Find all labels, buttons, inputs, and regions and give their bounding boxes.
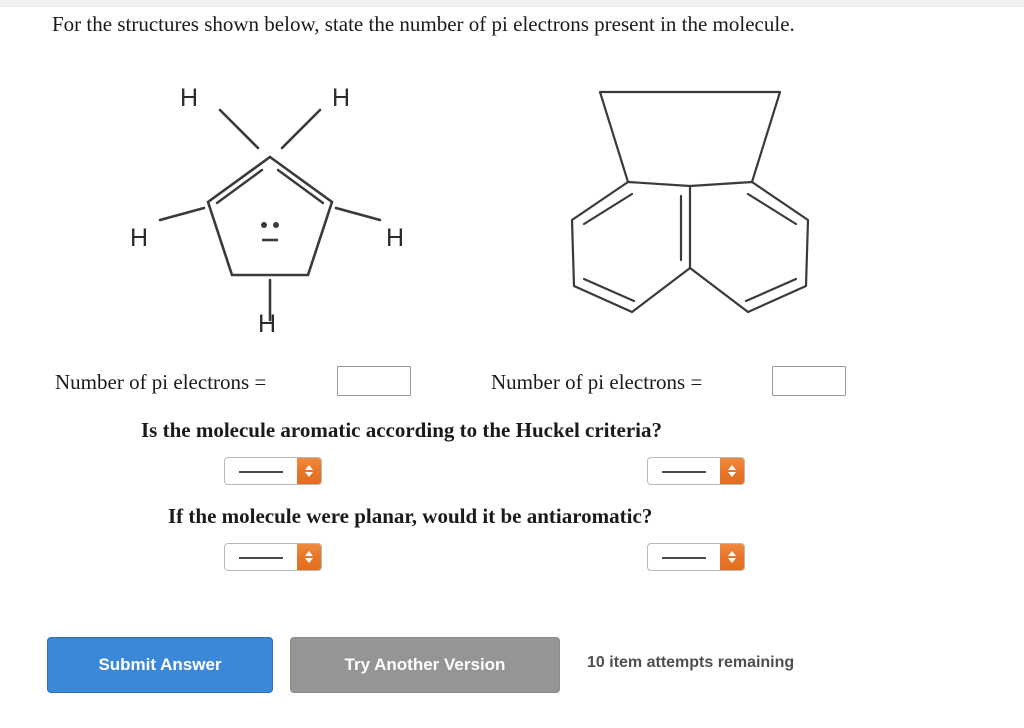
antiaromatic-dropdown-right[interactable] <box>647 543 745 571</box>
structure-cyclopentadienyl-anion <box>110 62 440 352</box>
acenaphthylene-svg <box>540 72 840 342</box>
submit-answer-button[interactable]: Submit Answer <box>47 637 273 693</box>
chevron-updown-icon[interactable] <box>720 544 744 570</box>
pi-label-right: Number of pi electrons = <box>491 370 703 394</box>
antiaromatic-dropdown-left[interactable] <box>224 543 322 571</box>
pi-electron-row <box>0 366 1024 406</box>
antiaromatic-question-label: If the molecule were planar, would it be antiaromatic? <box>168 504 653 528</box>
cyclopentadienyl-svg <box>110 62 440 352</box>
dropdown-value-dash <box>662 557 706 559</box>
atom-label-h-topright: H <box>332 84 351 112</box>
structure-acenaphthylene <box>540 72 840 342</box>
pi-input-left[interactable] <box>337 366 411 396</box>
dropdown-value-dash <box>239 471 283 473</box>
aromatic-question-label: Is the molecule aromatic according to the Huckel criteria? <box>141 418 662 442</box>
atom-label-h-left: H <box>130 224 149 252</box>
pi-label-left: Number of pi electrons = <box>55 370 267 394</box>
dropdown-value-dash <box>239 557 283 559</box>
aromatic-dropdown-right[interactable] <box>647 457 745 485</box>
chevron-updown-icon[interactable] <box>297 458 321 484</box>
page-title: For the structures shown below, state the number of pi electrons present in the molecule. <box>52 12 795 36</box>
window-top-strip <box>0 0 1024 7</box>
attempts-remaining-text: 10 item attempts remaining <box>587 654 795 671</box>
chevron-updown-icon[interactable] <box>720 458 744 484</box>
try-another-version-button[interactable]: Try Another Version <box>290 637 560 693</box>
aromatic-dropdown-left[interactable] <box>224 457 322 485</box>
chevron-updown-icon[interactable] <box>297 544 321 570</box>
dropdown-value-dash <box>662 471 706 473</box>
pi-input-right[interactable] <box>772 366 846 396</box>
lone-pair-dots <box>261 222 279 228</box>
atom-label-h-topleft: H <box>180 84 199 112</box>
atom-label-h-bottom: H <box>258 310 277 338</box>
atom-label-h-right: H <box>386 224 405 252</box>
